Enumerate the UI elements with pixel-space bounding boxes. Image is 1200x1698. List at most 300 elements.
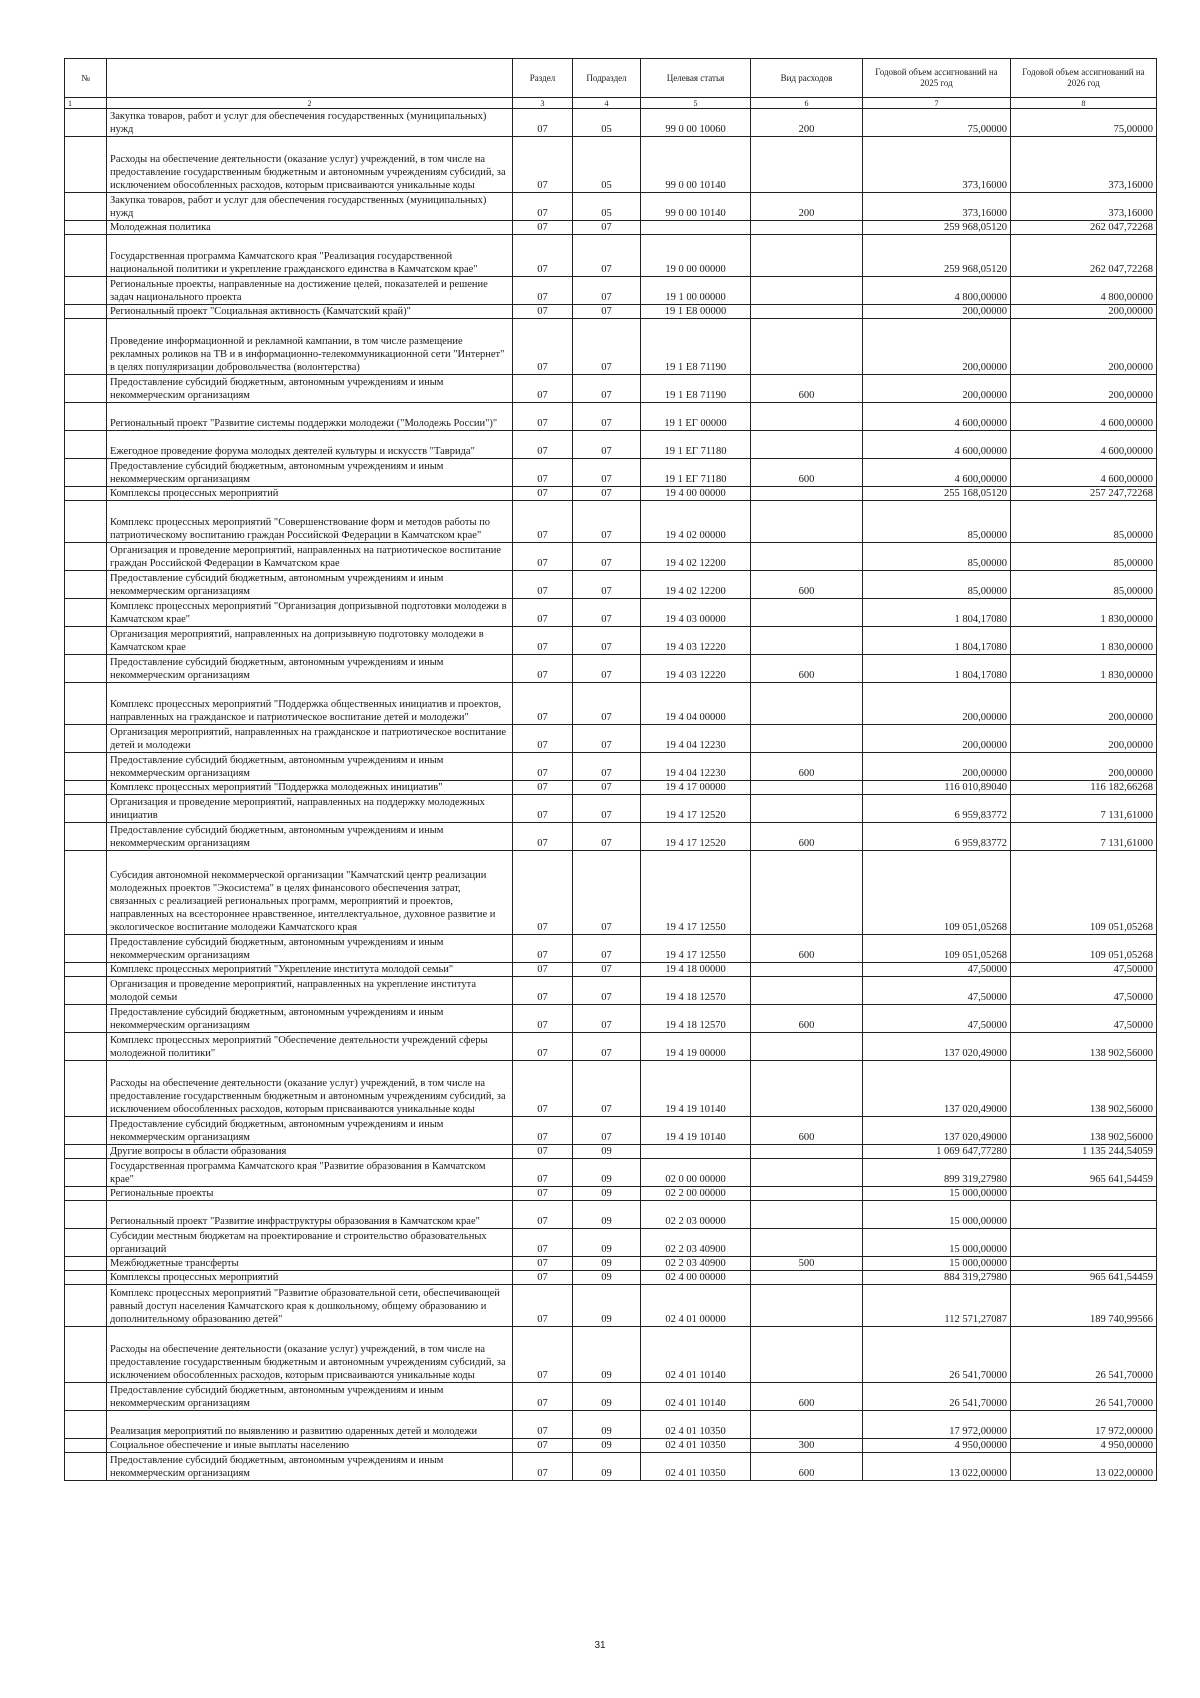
row-section: 07 — [513, 1257, 573, 1271]
row-amount-2025: 85,00000 — [863, 571, 1011, 599]
row-section: 07 — [513, 1033, 573, 1061]
row-section: 07 — [513, 823, 573, 851]
row-section: 07 — [513, 459, 573, 487]
row-subsection: 07 — [573, 935, 641, 963]
row-amount-2025: 75,00000 — [863, 109, 1011, 137]
row-target: 02 4 01 10140 — [641, 1383, 751, 1411]
row-subsection: 07 — [573, 1061, 641, 1117]
row-no — [65, 403, 107, 431]
row-no — [65, 1033, 107, 1061]
row-subsection: 07 — [573, 571, 641, 599]
row-no — [65, 571, 107, 599]
row-amount-2025: 47,50000 — [863, 1005, 1011, 1033]
row-amount-2026: 26 541,70000 — [1011, 1383, 1157, 1411]
row-section: 07 — [513, 655, 573, 683]
row-no — [65, 431, 107, 459]
row-subsection: 07 — [573, 487, 641, 501]
row-section: 07 — [513, 683, 573, 725]
row-target: 19 4 17 12520 — [641, 795, 751, 823]
row-subsection: 07 — [573, 963, 641, 977]
row-amount-2025: 15 000,00000 — [863, 1257, 1011, 1271]
row-section: 07 — [513, 1117, 573, 1145]
row-expense: 600 — [751, 1383, 863, 1411]
row-no — [65, 1061, 107, 1117]
row-target: 02 4 01 10350 — [641, 1411, 751, 1439]
row-section: 07 — [513, 487, 573, 501]
row-section: 07 — [513, 375, 573, 403]
row-no — [65, 851, 107, 935]
page-number: 31 — [594, 1640, 606, 1651]
row-expense — [751, 1271, 863, 1285]
row-target: 19 4 03 12220 — [641, 655, 751, 683]
row-amount-2026: 373,16000 — [1011, 193, 1157, 221]
row-name: Комплекс процессных мероприятий "Поддержка общественных инициатив и проектов, направленных на гражданское и патриотическое воспитание детей и молодежи" — [107, 683, 513, 725]
column-number-row — [65, 98, 1157, 109]
row-expense: 200 — [751, 193, 863, 221]
row-name: Молодежная политика — [107, 221, 513, 235]
row-amount-2026: 109 051,05268 — [1011, 851, 1157, 935]
row-expense — [751, 431, 863, 459]
row-no — [65, 1285, 107, 1327]
row-no — [65, 1117, 107, 1145]
row-name: Предоставление субсидий бюджетным, автономным учреждениям и иным некоммерческим организациям — [107, 1453, 513, 1481]
row-amount-2025: 200,00000 — [863, 375, 1011, 403]
table-row — [65, 935, 1157, 963]
row-name: Предоставление субсидий бюджетным, автономным учреждениям и иным некоммерческим организациям — [107, 1117, 513, 1145]
table-row — [65, 851, 1157, 935]
row-section: 07 — [513, 1201, 573, 1229]
row-name: Предоставление субсидий бюджетным, автономным учреждениям и иным некоммерческим организациям — [107, 655, 513, 683]
row-amount-2025: 26 541,70000 — [863, 1383, 1011, 1411]
row-target: 19 4 18 00000 — [641, 963, 751, 977]
row-amount-2025: 1 069 647,77280 — [863, 1145, 1011, 1159]
row-target: 19 4 04 00000 — [641, 683, 751, 725]
row-expense: 600 — [751, 935, 863, 963]
row-expense — [751, 1145, 863, 1159]
row-no — [65, 375, 107, 403]
row-name: Реализация мероприятий по выявлению и развитию одаренных детей и молодежи — [107, 1411, 513, 1439]
table-row — [65, 753, 1157, 781]
row-expense — [751, 963, 863, 977]
row-amount-2026: 257 247,72268 — [1011, 487, 1157, 501]
table-row — [65, 781, 1157, 795]
table-row — [65, 277, 1157, 305]
header-target: Целевая статья — [641, 59, 751, 98]
row-amount-2026: 200,00000 — [1011, 375, 1157, 403]
row-no — [65, 319, 107, 375]
table-row — [65, 655, 1157, 683]
row-no — [65, 1257, 107, 1271]
table-row — [65, 627, 1157, 655]
row-name: Комплекс процессных мероприятий "Укрепление института молодой семьи" — [107, 963, 513, 977]
row-subsection: 07 — [573, 431, 641, 459]
row-expense — [751, 319, 863, 375]
row-name: Региональный проект "Социальная активность (Камчатский край)" — [107, 305, 513, 319]
table-row — [65, 1383, 1157, 1411]
row-name: Субсидия автономной некоммерческой организации "Камчатский центр реализации молодежных проектов "Экосистема" в целях финансового обеспечения затрат, связанных с реализацией региональных программ, мероприятий и проектов, направленных на всестороннее нравственное, интеллектуальное, духовное развитие и экологическое воспитание молодежи Камчатского края — [107, 851, 513, 935]
table-row — [65, 319, 1157, 375]
table-row — [65, 1439, 1157, 1453]
row-amount-2025: 85,00000 — [863, 501, 1011, 543]
header-2026: Годовой объем ассигнований на 2026 год — [1011, 59, 1157, 98]
row-section: 07 — [513, 235, 573, 277]
row-expense — [751, 235, 863, 277]
row-target: 19 1 EГ 00000 — [641, 403, 751, 431]
row-section: 07 — [513, 753, 573, 781]
row-amount-2026 — [1011, 1257, 1157, 1271]
table-row — [65, 109, 1157, 137]
row-expense: 600 — [751, 823, 863, 851]
row-section: 07 — [513, 795, 573, 823]
row-name: Организация мероприятий, направленных на допризывную подготовку молодежи в Камчатском крае — [107, 627, 513, 655]
row-section: 07 — [513, 1005, 573, 1033]
table-row — [65, 725, 1157, 753]
row-expense — [751, 487, 863, 501]
row-amount-2026: 4 600,00000 — [1011, 403, 1157, 431]
column-number: 8 — [1011, 98, 1157, 109]
table-row — [65, 1229, 1157, 1257]
row-no — [65, 1439, 107, 1453]
row-name: Комплекс процессных мероприятий "Организация допризывной подготовки молодежи в Камчатском крае" — [107, 599, 513, 627]
row-subsection: 05 — [573, 193, 641, 221]
row-name: Расходы на обеспечение деятельности (оказание услуг) учреждений, в том числе на предоставление государственным бюджетным и автономным учреждениям субсидий, за исключением обособленных расходов, которым присваиваются уникальные коды — [107, 1061, 513, 1117]
row-name: Ежегодное проведение форума молодых деятелей культуры и искусств "Таврида" — [107, 431, 513, 459]
row-no — [65, 137, 107, 193]
table-row — [65, 795, 1157, 823]
row-target: 19 4 19 10140 — [641, 1061, 751, 1117]
row-no — [65, 599, 107, 627]
row-no — [65, 683, 107, 725]
column-number: 4 — [573, 98, 641, 109]
row-name: Предоставление субсидий бюджетным, автономным учреждениям и иным некоммерческим организациям — [107, 459, 513, 487]
row-amount-2025: 137 020,49000 — [863, 1061, 1011, 1117]
row-name: Организация и проведение мероприятий, направленных на патриотическое воспитание граждан Российской Федерации в Камчатском крае — [107, 543, 513, 571]
row-expense — [751, 305, 863, 319]
row-subsection: 07 — [573, 655, 641, 683]
row-amount-2025: 47,50000 — [863, 963, 1011, 977]
row-amount-2026: 200,00000 — [1011, 683, 1157, 725]
table-row — [65, 1257, 1157, 1271]
row-subsection: 07 — [573, 683, 641, 725]
row-no — [65, 277, 107, 305]
table-row — [65, 823, 1157, 851]
row-target: 19 4 17 12550 — [641, 851, 751, 935]
row-no — [65, 1229, 107, 1257]
row-no — [65, 655, 107, 683]
row-expense — [751, 725, 863, 753]
row-target: 19 4 19 00000 — [641, 1033, 751, 1061]
row-subsection: 07 — [573, 753, 641, 781]
table-row — [65, 571, 1157, 599]
row-subsection: 09 — [573, 1257, 641, 1271]
row-subsection: 07 — [573, 543, 641, 571]
row-name: Закупка товаров, работ и услуг для обеспечения государственных (муниципальных) нужд — [107, 109, 513, 137]
row-amount-2026: 262 047,72268 — [1011, 221, 1157, 235]
row-amount-2025: 17 972,00000 — [863, 1411, 1011, 1439]
table-row — [65, 487, 1157, 501]
row-amount-2026 — [1011, 1187, 1157, 1201]
row-section: 07 — [513, 1439, 573, 1453]
header-name — [107, 59, 513, 98]
row-expense: 600 — [751, 571, 863, 599]
row-subsection: 07 — [573, 1117, 641, 1145]
row-no — [65, 627, 107, 655]
row-amount-2026: 7 131,61000 — [1011, 823, 1157, 851]
row-target: 99 0 00 10060 — [641, 109, 751, 137]
row-amount-2026: 75,00000 — [1011, 109, 1157, 137]
row-amount-2025: 200,00000 — [863, 319, 1011, 375]
row-section: 07 — [513, 431, 573, 459]
row-section: 07 — [513, 1327, 573, 1383]
table-row — [65, 543, 1157, 571]
column-number: 5 — [641, 98, 751, 109]
row-amount-2026: 4 800,00000 — [1011, 277, 1157, 305]
table-row — [65, 1033, 1157, 1061]
row-section: 07 — [513, 403, 573, 431]
row-no — [65, 1145, 107, 1159]
table-row — [65, 1117, 1157, 1145]
row-expense: 600 — [751, 1117, 863, 1145]
row-amount-2025: 6 959,83772 — [863, 823, 1011, 851]
row-no — [65, 1411, 107, 1439]
row-expense: 600 — [751, 375, 863, 403]
row-section: 07 — [513, 319, 573, 375]
row-no — [65, 1383, 107, 1411]
row-target: 99 0 00 10140 — [641, 137, 751, 193]
row-amount-2025: 200,00000 — [863, 753, 1011, 781]
row-subsection: 09 — [573, 1383, 641, 1411]
row-name: Предоставление субсидий бюджетным, автономным учреждениям и иным некоммерческим организациям — [107, 571, 513, 599]
row-target: 02 4 01 10140 — [641, 1327, 751, 1383]
row-name: Комплекс процессных мероприятий "Обеспечение деятельности учреждений сферы молодежной политики" — [107, 1033, 513, 1061]
row-amount-2026: 4 600,00000 — [1011, 431, 1157, 459]
row-target — [641, 1145, 751, 1159]
row-subsection: 09 — [573, 1327, 641, 1383]
row-amount-2026: 116 182,66268 — [1011, 781, 1157, 795]
row-amount-2025: 200,00000 — [863, 683, 1011, 725]
row-name: Предоставление субсидий бюджетным, автономным учреждениям и иным некоммерческим организациям — [107, 935, 513, 963]
row-target: 19 4 19 10140 — [641, 1117, 751, 1145]
table-row — [65, 375, 1157, 403]
row-subsection: 07 — [573, 627, 641, 655]
row-amount-2026: 17 972,00000 — [1011, 1411, 1157, 1439]
row-amount-2026: 4 600,00000 — [1011, 459, 1157, 487]
row-name: Предоставление субсидий бюджетным, автономным учреждениям и иным некоммерческим организациям — [107, 375, 513, 403]
row-subsection: 07 — [573, 221, 641, 235]
row-no — [65, 781, 107, 795]
row-expense: 500 — [751, 1257, 863, 1271]
row-expense — [751, 1411, 863, 1439]
table-row — [65, 1271, 1157, 1285]
row-subsection: 07 — [573, 305, 641, 319]
row-name: Субсидии местным бюджетам на проектирование и строительство образовательных организаций — [107, 1229, 513, 1257]
row-amount-2025: 4 800,00000 — [863, 277, 1011, 305]
table-row — [65, 1145, 1157, 1159]
row-subsection: 09 — [573, 1411, 641, 1439]
row-expense — [751, 627, 863, 655]
table-row — [65, 305, 1157, 319]
row-name: Государственная программа Камчатского края "Реализация государственной национальной политики и укрепление гражданского единства в Камчатском крае" — [107, 235, 513, 277]
row-target: 02 2 03 00000 — [641, 1201, 751, 1229]
row-no — [65, 935, 107, 963]
row-expense — [751, 403, 863, 431]
row-subsection: 05 — [573, 109, 641, 137]
row-name: Межбюджетные трансферты — [107, 1257, 513, 1271]
row-amount-2026: 138 902,56000 — [1011, 1033, 1157, 1061]
row-subsection: 09 — [573, 1271, 641, 1285]
row-amount-2026: 138 902,56000 — [1011, 1117, 1157, 1145]
row-amount-2025: 1 804,17080 — [863, 655, 1011, 683]
row-section: 07 — [513, 963, 573, 977]
row-amount-2026: 7 131,61000 — [1011, 795, 1157, 823]
table-row — [65, 1201, 1157, 1229]
row-no — [65, 221, 107, 235]
row-no — [65, 1453, 107, 1481]
row-subsection: 09 — [573, 1201, 641, 1229]
row-section: 07 — [513, 543, 573, 571]
row-expense — [751, 851, 863, 935]
row-section: 07 — [513, 851, 573, 935]
row-subsection: 09 — [573, 1145, 641, 1159]
row-expense: 600 — [751, 1005, 863, 1033]
row-section: 07 — [513, 1159, 573, 1187]
row-subsection: 09 — [573, 1453, 641, 1481]
row-name: Предоставление субсидий бюджетным, автономным учреждениям и иным некоммерческим организациям — [107, 753, 513, 781]
row-amount-2025: 4 600,00000 — [863, 459, 1011, 487]
row-amount-2026: 1 830,00000 — [1011, 655, 1157, 683]
row-amount-2025: 4 600,00000 — [863, 431, 1011, 459]
row-subsection: 09 — [573, 1439, 641, 1453]
row-expense — [751, 599, 863, 627]
row-target: 02 4 00 00000 — [641, 1271, 751, 1285]
row-name: Комплексы процессных мероприятий — [107, 487, 513, 501]
row-expense — [751, 1033, 863, 1061]
row-section: 07 — [513, 221, 573, 235]
row-amount-2026: 200,00000 — [1011, 725, 1157, 753]
row-expense — [751, 543, 863, 571]
row-expense — [751, 501, 863, 543]
row-section: 07 — [513, 1061, 573, 1117]
column-number: 2 — [107, 98, 513, 109]
table-row — [65, 1411, 1157, 1439]
row-expense: 200 — [751, 109, 863, 137]
row-section: 07 — [513, 137, 573, 193]
document-page — [64, 58, 1156, 1481]
table-row — [65, 501, 1157, 543]
row-amount-2026: 1 135 244,54059 — [1011, 1145, 1157, 1159]
row-amount-2026: 262 047,72268 — [1011, 235, 1157, 277]
row-amount-2026 — [1011, 1201, 1157, 1229]
row-amount-2026: 47,50000 — [1011, 963, 1157, 977]
row-expense: 300 — [751, 1439, 863, 1453]
row-expense: 600 — [751, 753, 863, 781]
row-target: 19 4 00 00000 — [641, 487, 751, 501]
table-row — [65, 599, 1157, 627]
row-expense — [751, 1229, 863, 1257]
row-name: Предоставление субсидий бюджетным, автономным учреждениям и иным некоммерческим организациям — [107, 823, 513, 851]
row-amount-2025: 259 968,05120 — [863, 235, 1011, 277]
row-amount-2026: 85,00000 — [1011, 571, 1157, 599]
row-amount-2026: 85,00000 — [1011, 543, 1157, 571]
row-amount-2026: 200,00000 — [1011, 305, 1157, 319]
row-subsection: 09 — [573, 1159, 641, 1187]
row-subsection: 09 — [573, 1229, 641, 1257]
row-amount-2025: 1 804,17080 — [863, 627, 1011, 655]
row-amount-2025: 373,16000 — [863, 137, 1011, 193]
row-amount-2025: 255 168,05120 — [863, 487, 1011, 501]
row-subsection: 07 — [573, 823, 641, 851]
row-amount-2025: 259 968,05120 — [863, 221, 1011, 235]
row-section: 07 — [513, 277, 573, 305]
row-target: 19 4 18 12570 — [641, 1005, 751, 1033]
table-row — [65, 1061, 1157, 1117]
row-section: 07 — [513, 977, 573, 1005]
row-expense — [751, 1187, 863, 1201]
row-no — [65, 1159, 107, 1187]
row-target: 02 4 01 00000 — [641, 1285, 751, 1327]
row-amount-2026: 4 950,00000 — [1011, 1439, 1157, 1453]
row-section: 07 — [513, 1145, 573, 1159]
row-no — [65, 1271, 107, 1285]
row-section: 07 — [513, 1285, 573, 1327]
row-subsection: 07 — [573, 977, 641, 1005]
column-number: 3 — [513, 98, 573, 109]
row-section: 07 — [513, 1383, 573, 1411]
header-subsection: Подраздел — [573, 59, 641, 98]
row-name: Предоставление субсидий бюджетным, автономным учреждениям и иным некоммерческим организациям — [107, 1005, 513, 1033]
row-section: 07 — [513, 501, 573, 543]
row-target: 19 4 18 12570 — [641, 977, 751, 1005]
row-expense — [751, 277, 863, 305]
row-expense — [751, 1285, 863, 1327]
row-target: 02 4 01 10350 — [641, 1453, 751, 1481]
row-subsection: 07 — [573, 795, 641, 823]
header-no: № — [65, 59, 107, 98]
row-name: Организация и проведение мероприятий, направленных на поддержку молодежных инициатив — [107, 795, 513, 823]
row-name: Организация мероприятий, направленных на гражданское и патриотическое воспитание детей и молодежи — [107, 725, 513, 753]
row-name: Расходы на обеспечение деятельности (оказание услуг) учреждений, в том числе на предоставление государственным бюджетным и автономным учреждениям субсидий, за исключением обособленных расходов, которым присваиваются уникальные коды — [107, 1327, 513, 1383]
row-target: 19 4 02 00000 — [641, 501, 751, 543]
row-section: 07 — [513, 725, 573, 753]
row-section: 07 — [513, 305, 573, 319]
row-target: 19 4 03 00000 — [641, 599, 751, 627]
row-expense — [751, 137, 863, 193]
row-amount-2025: 4 600,00000 — [863, 403, 1011, 431]
table-row — [65, 235, 1157, 277]
row-subsection: 05 — [573, 137, 641, 193]
row-target: 19 4 17 12520 — [641, 823, 751, 851]
row-expense — [751, 683, 863, 725]
row-amount-2026: 1 830,00000 — [1011, 627, 1157, 655]
row-expense — [751, 795, 863, 823]
row-amount-2025: 13 022,00000 — [863, 1453, 1011, 1481]
row-name: Государственная программа Камчатского края "Развитие образования в Камчатском крае" — [107, 1159, 513, 1187]
table-row — [65, 1159, 1157, 1187]
row-amount-2026: 965 641,54459 — [1011, 1159, 1157, 1187]
row-amount-2026: 373,16000 — [1011, 137, 1157, 193]
row-expense — [751, 781, 863, 795]
row-subsection: 07 — [573, 781, 641, 795]
row-amount-2026: 138 902,56000 — [1011, 1061, 1157, 1117]
row-subsection: 07 — [573, 599, 641, 627]
table-header-row — [65, 59, 1157, 98]
row-target: 02 2 03 40900 — [641, 1257, 751, 1271]
row-expense: 600 — [751, 1453, 863, 1481]
row-expense — [751, 1061, 863, 1117]
header-expense: Вид расходов — [751, 59, 863, 98]
row-section: 07 — [513, 1411, 573, 1439]
row-subsection: 07 — [573, 851, 641, 935]
